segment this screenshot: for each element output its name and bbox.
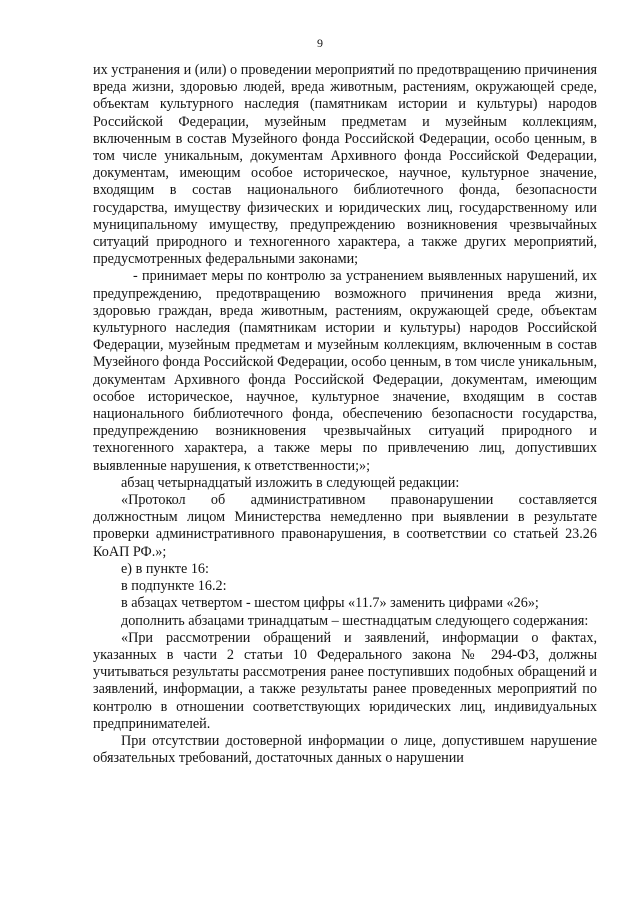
paragraph-3: абзац четырнадцатый изложить в следующей редакции: bbox=[121, 474, 460, 491]
paragraph-7: в абзацах четвертом - шестом цифры «11.7» заменить цифрами «26»; bbox=[121, 595, 539, 612]
paragraph-5-item-e: е) в пункте 16: bbox=[121, 560, 209, 577]
paragraph-8: дополнить абзацами тринадцатым – шестнадцатым следующего содержания: bbox=[121, 612, 589, 629]
paragraph-1: их устранения и (или) о проведении мероприятий по предотвращению причинения вреда жизни, здоровью людей, вреда животным, растениям, окружающей среде, объектам культурного наследия (памятникам истории и культуры) народов Российской Федерации, музейным предметам и музейным коллекциям, включенным в состав Музейного фонда Российской Федерации, особо ценным, в том числе уникальным, документам Архивного фонда Российской Федерации, документам, имеющим особое историческое, научное, культурное значение, входящим в состав национального библиотечного фонда, безопасности государства, имуществу физических и юридических лиц, государственному или муниципальному имуществу, предупреждению возникновения чрезвычайных ситуаций природного и техногенного характера, а также других мероприятий, предусмотренных федеральными законами; bbox=[93, 62, 597, 268]
paragraph-4-protocol: «Протокол об административном правонарушении составляется должностным лицом Министерства немедленно при выявлении в результате проверки административного правонарушения, в соответствии со статьей 23.26 КоАП РФ.»; bbox=[93, 492, 597, 560]
paragraph-9: «При рассмотрении обращений и заявлений, информации о фактах, указанных в части 2 статьи 10 Федерального закона № 294-ФЗ, должны учитываться результаты рассмотрения ранее поступивших подобных обращений и заявлений, информации, а также результаты ранее проведенных мероприятий по контролю в отношении соответствующих юридических лиц, индивидуальных предпринимателей. bbox=[93, 629, 597, 732]
paragraph-10: При отсутствии достоверной информации о лице, допустившем нарушение обязательных требований, достаточных данных о нарушении bbox=[93, 732, 597, 767]
document-body bbox=[93, 62, 597, 767]
paragraph-6-subitem: в подпункте 16.2: bbox=[121, 578, 227, 595]
page-number: 9 bbox=[317, 36, 323, 50]
paragraph-2-dash-item: - принимает меры по контролю за устранением выявленных нарушений, их предупреждению, предотвращению возможного причинения вреда жизни, здоровью граждан, вреда животным, растениям, окружающей среде, объектам культурного наследия (памятникам истории и культуры) народов Российской Федерации, музейным предметам и музейным коллекциям, включенным в состав Музейного фонда Российской Федерации, особо ценным, в том числе уникальным, документам Архивного фонда Российской Федерации, документам, имеющим особое историческое, научное, культурное значение, входящим в состав национального библиотечного фонда, обеспечению безопасности государства, предупреждению возникновения чрезвычайных ситуаций природного и техногенного характера, а также меры по привлечению лиц, допустивших выявленные нарушения, к ответственности;»; bbox=[93, 268, 597, 474]
